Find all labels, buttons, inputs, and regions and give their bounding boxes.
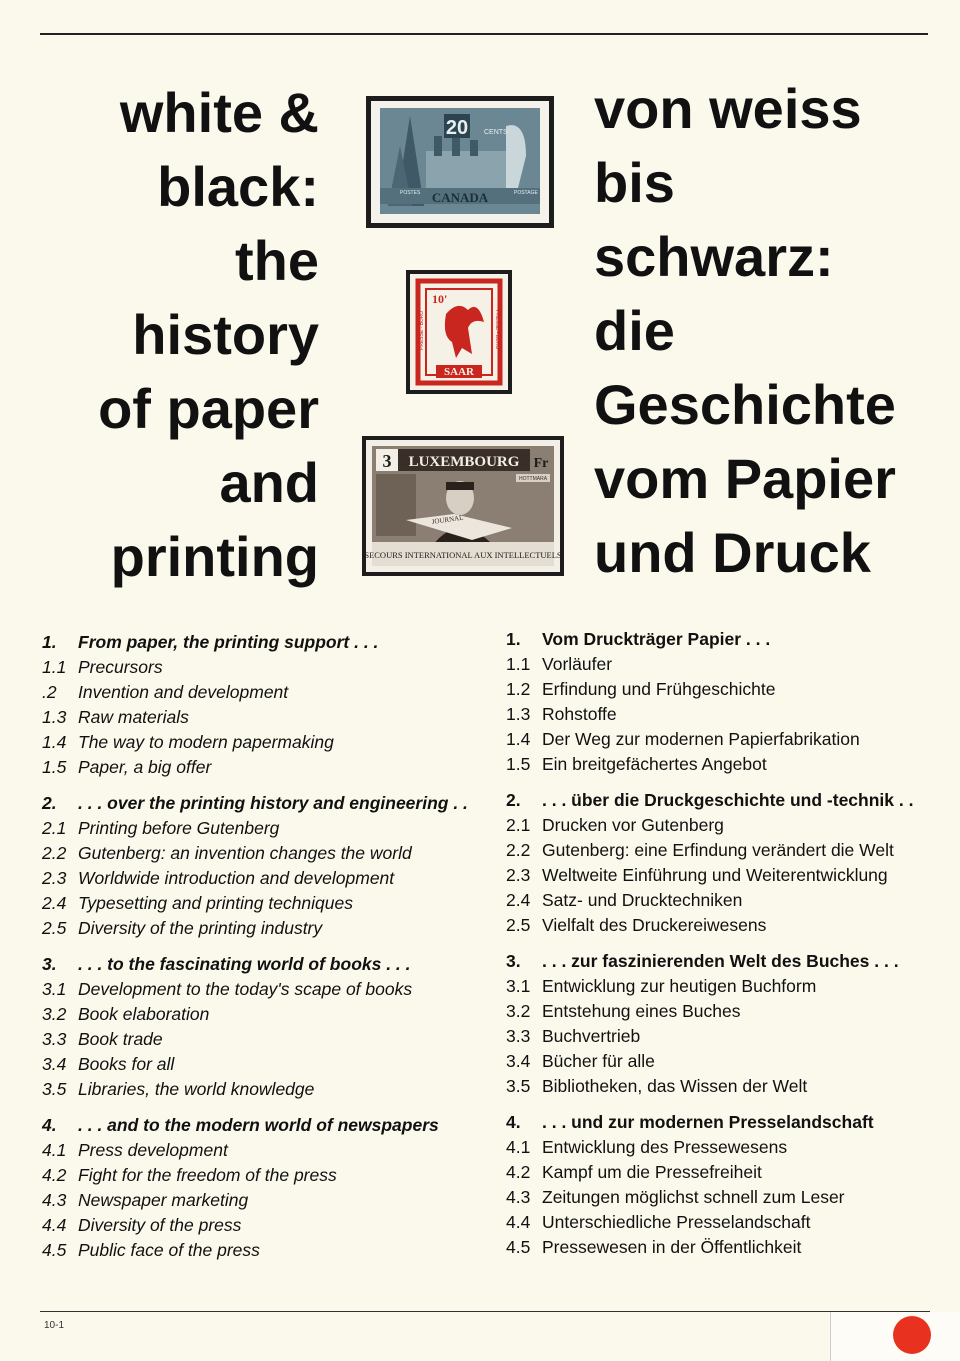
toc-heading-text: Vom Druckträger Papier . . . xyxy=(542,629,771,649)
toc-section xyxy=(506,627,946,777)
toc-item xyxy=(42,1213,492,1238)
toc-item-text: Development to the today's scape of books xyxy=(78,979,413,999)
toc-item-text: Entwicklung des Pressewesens xyxy=(542,1137,788,1157)
toc-item-text: Book trade xyxy=(78,1029,163,1049)
toc-number: 1.4 xyxy=(42,732,67,752)
toc-item xyxy=(42,977,492,1002)
bottom-rule xyxy=(40,1311,930,1312)
toc-number: 2.1 xyxy=(42,818,67,838)
stamp-canada-value: 20 xyxy=(445,117,469,139)
title-line: the xyxy=(235,229,319,292)
toc-item xyxy=(42,916,492,941)
toc-number: 3.2 xyxy=(42,1004,67,1024)
stamp-lux-sign: HOTTMARA xyxy=(518,476,548,482)
toc-number: 2.3 xyxy=(506,865,531,885)
toc-item-text: Typesetting and printing techniques xyxy=(78,893,353,913)
toc-item-text: Bücher für alle xyxy=(542,1051,655,1071)
toc-item-text: Precursors xyxy=(78,657,163,677)
toc-item xyxy=(506,752,946,777)
toc-item-text: Libraries, the world knowledge xyxy=(78,1079,315,1099)
toc-item-text: Public face of the press xyxy=(78,1240,260,1260)
toc-item xyxy=(506,888,946,913)
toc-item xyxy=(506,999,946,1024)
stamp-lux-currency: Fr xyxy=(533,456,549,471)
toc-heading xyxy=(506,949,946,974)
toc-section xyxy=(506,949,946,1099)
stamp-canada-unit: CENTS xyxy=(484,129,508,136)
title-line: vom Papier xyxy=(594,447,896,510)
title-line: Geschichte xyxy=(594,373,896,436)
toc-number: 1.1 xyxy=(42,657,67,677)
toc-heading xyxy=(42,791,492,816)
stamp-canada-left-text: POSTES xyxy=(400,190,421,196)
toc-number: 2. xyxy=(42,793,57,813)
stamp-lux-country: LUXEMBOURG xyxy=(408,454,520,470)
toc-number: 3. xyxy=(42,954,57,974)
toc-item-text: Kampf um die Pressefreiheit xyxy=(542,1162,762,1182)
toc-item-text: Diversity of the printing industry xyxy=(78,918,323,938)
top-rule xyxy=(40,33,928,35)
stamp-lux-caption: SECOURS INTERNATIONAL AUX INTELLECTUELS xyxy=(364,550,562,560)
title-line: white & xyxy=(119,81,319,144)
title-line: die xyxy=(594,299,675,362)
toc-item xyxy=(506,1185,946,1210)
toc-item xyxy=(506,1074,946,1099)
toc-item xyxy=(42,891,492,916)
toc-item xyxy=(42,816,492,841)
toc-english xyxy=(42,630,492,1274)
toc-heading xyxy=(506,1110,946,1135)
toc-item-text: Ein breitgefächertes Angebot xyxy=(542,754,767,774)
toc-item xyxy=(42,1138,492,1163)
toc-item xyxy=(506,1160,946,1185)
toc-number: 2.2 xyxy=(506,840,531,860)
title-line: printing xyxy=(110,525,319,588)
toc-item-text: Raw materials xyxy=(78,707,189,727)
toc-number: 2.5 xyxy=(506,915,531,935)
toc-number: 3.4 xyxy=(42,1054,67,1074)
toc-number: 3.5 xyxy=(42,1079,67,1099)
stamp-canada xyxy=(366,96,554,228)
toc-section xyxy=(42,791,492,941)
stamp-lux-paper: JOURNAL xyxy=(431,513,464,526)
toc-number: 4.3 xyxy=(506,1187,531,1207)
toc-item xyxy=(42,1027,492,1052)
stamp-canada-country: CANADA xyxy=(431,190,489,205)
toc-number: 3.2 xyxy=(506,1001,531,1021)
toc-item-text: Book elaboration xyxy=(78,1004,210,1024)
toc-number: 2.1 xyxy=(506,815,531,835)
toc-section xyxy=(506,788,946,938)
toc-number: 1.5 xyxy=(506,754,531,774)
toc-heading-text: . . . zur faszinierenden Welt des Buches . . . xyxy=(542,951,899,971)
toc-heading-text: . . . and to the modern world of newspapers xyxy=(78,1115,439,1135)
toc-item-text: Diversity of the press xyxy=(78,1215,242,1235)
toc-number: 3. xyxy=(506,951,521,971)
toc-item-text: Buchvertrieb xyxy=(542,1026,641,1046)
toc-item-text: Gutenberg: eine Erfindung verändert die Welt xyxy=(542,840,894,860)
stamp-lux-value: 3 xyxy=(382,451,392,471)
toc-item-text: Entwicklung zur heutigen Buchform xyxy=(542,976,817,996)
title-german xyxy=(594,72,896,590)
toc-german xyxy=(506,627,946,1271)
stamp-canada-right-text: POSTAGE xyxy=(514,190,538,196)
toc-item xyxy=(42,1238,492,1263)
title-line: and xyxy=(219,451,319,514)
toc-number: 4.2 xyxy=(42,1165,67,1185)
toc-heading-text: . . . über die Druckgeschichte und -technik . . xyxy=(542,790,914,810)
toc-number: 3.1 xyxy=(42,979,67,999)
title-line: black: xyxy=(157,155,319,218)
toc-section xyxy=(42,1113,492,1263)
toc-number: 1. xyxy=(506,629,521,649)
title-line: history xyxy=(132,303,319,366)
toc-item xyxy=(506,1024,946,1049)
stamp-saar-side-right: PRESSE - BURO xyxy=(494,310,500,350)
toc-item xyxy=(506,1135,946,1160)
toc-heading xyxy=(506,788,946,813)
red-dot-icon xyxy=(893,1316,931,1354)
title-line: und Druck xyxy=(594,521,871,584)
toc-item xyxy=(42,755,492,780)
toc-number: 4.5 xyxy=(506,1237,531,1257)
toc-item-text: Vielfalt des Druckereiwesens xyxy=(542,915,767,935)
toc-number: 2.2 xyxy=(42,843,67,863)
toc-item-text: Erfindung und Frühgeschichte xyxy=(542,679,776,699)
toc-number: 4. xyxy=(42,1115,57,1135)
toc-number: 1.3 xyxy=(42,707,67,727)
title-line: schwarz: xyxy=(594,225,834,288)
toc-item-text: Newspaper marketing xyxy=(78,1190,249,1210)
toc-item xyxy=(506,974,946,999)
toc-number: 2.4 xyxy=(506,890,531,910)
toc-item-text: Drucken vor Gutenberg xyxy=(542,815,724,835)
toc-item-text: Unterschiedliche Presselandschaft xyxy=(542,1212,811,1232)
toc-number: 1.3 xyxy=(506,704,531,724)
toc-item xyxy=(42,841,492,866)
toc-number: 1.2 xyxy=(506,679,531,699)
toc-item xyxy=(42,1002,492,1027)
toc-item xyxy=(506,863,946,888)
toc-item-text: Zeitungen möglichst schnell zum Leser xyxy=(542,1187,845,1207)
toc-item xyxy=(506,813,946,838)
toc-number: 2.4 xyxy=(42,893,67,913)
toc-item-text: Der Weg zur modernen Papierfabrikation xyxy=(542,729,860,749)
toc-item xyxy=(506,727,946,752)
toc-number: .2 xyxy=(42,682,57,702)
toc-number: 4.1 xyxy=(506,1137,531,1157)
toc-number: 4.4 xyxy=(506,1212,531,1232)
toc-item xyxy=(42,1188,492,1213)
toc-number: 4.4 xyxy=(42,1215,67,1235)
toc-number: 4.1 xyxy=(42,1140,67,1160)
toc-heading xyxy=(42,630,492,655)
title-line: von weiss xyxy=(594,77,862,140)
toc-heading-text: . . . und zur modernen Presselandschaft xyxy=(542,1112,874,1132)
stamp-saar-side-left: PRESSE - BURO xyxy=(419,310,425,350)
toc-item-text: Rohstoffe xyxy=(542,704,617,724)
toc-item xyxy=(506,1210,946,1235)
toc-item-text: Books for all xyxy=(78,1054,175,1074)
title-line: bis xyxy=(594,151,675,214)
stamp-saar-country: SAAR xyxy=(444,366,474,378)
toc-item xyxy=(42,680,492,705)
toc-number: 1. xyxy=(42,632,57,652)
toc-section xyxy=(506,1110,946,1260)
toc-item-text: Invention and development xyxy=(78,682,289,702)
toc-number: 3.3 xyxy=(506,1026,531,1046)
toc-item xyxy=(42,730,492,755)
toc-number: 3.3 xyxy=(42,1029,67,1049)
toc-number: 4.5 xyxy=(42,1240,67,1260)
toc-number: 3.5 xyxy=(506,1076,531,1096)
toc-item xyxy=(42,705,492,730)
toc-heading xyxy=(42,1113,492,1138)
toc-number: 1.5 xyxy=(42,757,67,777)
toc-item xyxy=(42,655,492,680)
toc-item-text: The way to modern papermaking xyxy=(78,732,334,752)
toc-item xyxy=(506,702,946,727)
toc-item-text: Worldwide introduction and development xyxy=(78,868,395,888)
toc-number: 3.1 xyxy=(506,976,531,996)
toc-item-text: Bibliotheken, das Wissen der Welt xyxy=(542,1076,808,1096)
toc-item-text: Press development xyxy=(78,1140,228,1160)
toc-item xyxy=(506,1049,946,1074)
toc-number: 1.1 xyxy=(506,654,531,674)
stamp-saar xyxy=(406,270,512,394)
toc-item-text: Paper, a big offer xyxy=(78,757,212,777)
toc-number: 2.3 xyxy=(42,868,67,888)
toc-section xyxy=(42,630,492,780)
page-code: 10-1 xyxy=(44,1320,65,1331)
toc-heading-text: . . . to the fascinating world of books . . . xyxy=(78,954,411,974)
toc-number: 4.3 xyxy=(42,1190,67,1210)
toc-number: 4. xyxy=(506,1112,521,1132)
toc-section xyxy=(42,952,492,1102)
toc-item-text: Printing before Gutenberg xyxy=(78,818,280,838)
toc-heading-text: . . . over the printing history and engineering . . xyxy=(78,793,468,813)
toc-item-text: Fight for the freedom of the press xyxy=(78,1165,337,1185)
toc-heading xyxy=(506,627,946,652)
toc-number: 2.5 xyxy=(42,918,67,938)
toc-item xyxy=(42,1052,492,1077)
stamp-luxembourg xyxy=(362,436,564,576)
title-line: of paper xyxy=(98,377,319,440)
toc-item xyxy=(42,1077,492,1102)
toc-item xyxy=(506,677,946,702)
stamp-saar-value: 10' xyxy=(432,292,448,306)
toc-number: 1.4 xyxy=(506,729,531,749)
toc-item xyxy=(506,838,946,863)
toc-item-text: Vorläufer xyxy=(542,654,613,674)
toc-item-text: Pressewesen in der Öffentlichkeit xyxy=(542,1237,802,1257)
toc-item-text: Weltweite Einführung und Weiterentwicklung xyxy=(542,865,888,885)
toc-item xyxy=(506,1235,946,1260)
toc-number: 4.2 xyxy=(506,1162,531,1182)
toc-item xyxy=(42,1163,492,1188)
toc-item-text: Satz- und Drucktechniken xyxy=(542,890,743,910)
toc-item xyxy=(42,866,492,891)
toc-item xyxy=(506,913,946,938)
toc-item-text: Gutenberg: an invention changes the world xyxy=(78,843,412,863)
toc-heading xyxy=(42,952,492,977)
toc-item xyxy=(506,652,946,677)
toc-number: 2. xyxy=(506,790,521,810)
title-english xyxy=(98,76,319,594)
toc-number: 3.4 xyxy=(506,1051,531,1071)
toc-item-text: Entstehung eines Buches xyxy=(542,1001,741,1021)
toc-heading-text: From paper, the printing support . . . xyxy=(78,632,379,652)
